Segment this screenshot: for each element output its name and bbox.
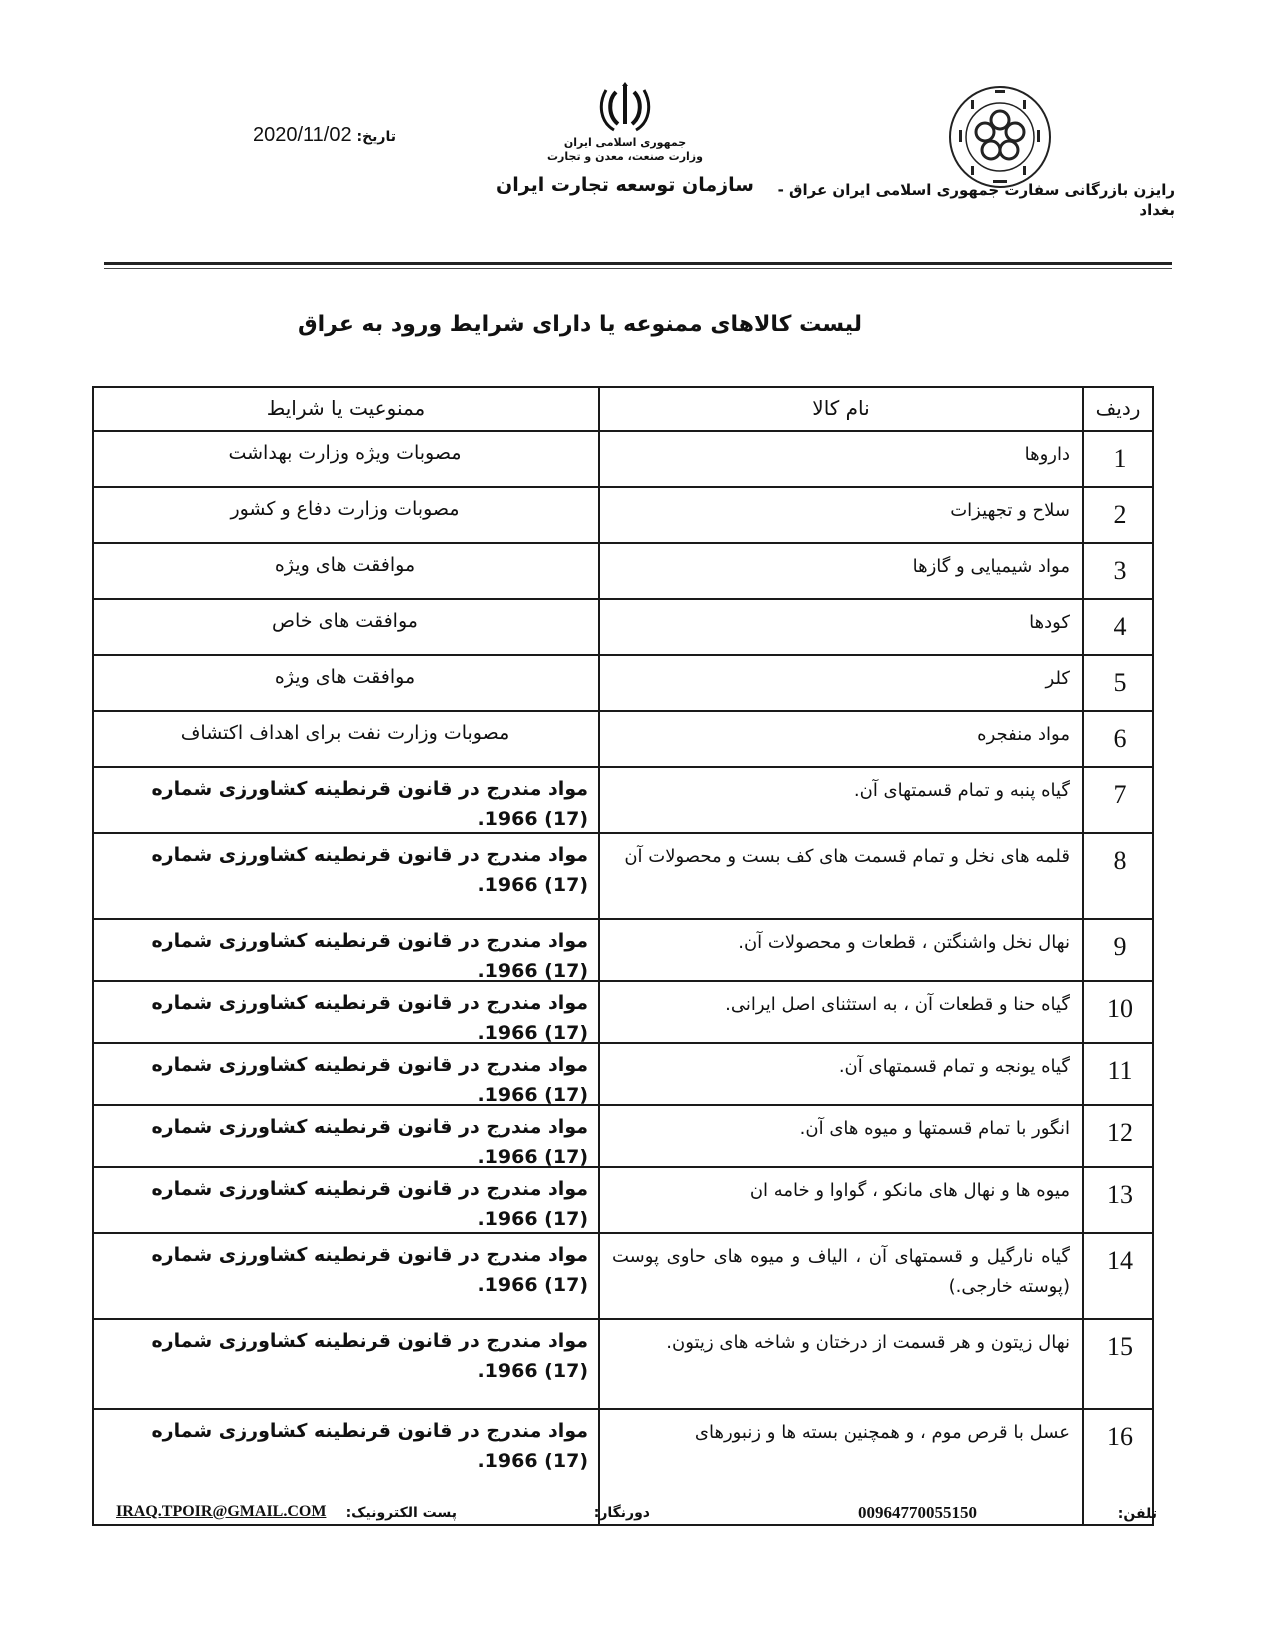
goods-table [92, 386, 1154, 1526]
date-block [196, 124, 396, 147]
header-divider [104, 262, 1172, 265]
goods-name: عسل با قرص موم ، و همچنین بسته ها و زنبورهای [694, 1422, 1070, 1443]
phone-value: 00964770055150 [858, 1503, 977, 1522]
document-title: لیست کالاهای ممنوعه یا دارای شرایط ورود به عراق [297, 312, 863, 337]
fax-label: دورنگار: [593, 1505, 650, 1521]
goods-name: گیاه پنبه و تمام قسمتهای آن. [853, 780, 1070, 801]
row-number: 13 [1107, 1180, 1133, 1209]
condition-text: موافقت های خاص [272, 610, 418, 632]
table-row [94, 1318, 1152, 1410]
row-number: 15 [1107, 1332, 1133, 1361]
ministry-block [495, 136, 755, 164]
condition-text: مواد مندرج در قانون قرنطینه کشاورزی شماره (17) 1966. [151, 1054, 588, 1106]
embassy-title [735, 180, 1175, 220]
goods-name: نهال زیتون و هر قسمت از درختان و شاخه های زیتون. [666, 1332, 1070, 1353]
embassy-text: رایزن بازرگانی سفارت جمهوری اسلامی ایران عراق - [777, 181, 1175, 199]
email-value: IRAQ.TPOIR@GMAIL.COM [116, 1503, 327, 1520]
row-number: 16 [1107, 1422, 1133, 1451]
condition-text: موافقت های ویژه [274, 666, 416, 688]
condition-text: مواد مندرج در قانون قرنطینه کشاورزی شماره (17) 1966. [151, 1330, 588, 1382]
republic-line: جمهوری اسلامی ایران [563, 136, 687, 149]
table-row [94, 766, 1152, 834]
row-number: 8 [1113, 846, 1127, 875]
goods-name: قلمه های نخل و تمام قسمت های کف بست و محصولات آن [624, 846, 1070, 867]
condition-text: مواد مندرج در قانون قرنطینه کشاورزی شماره (17) 1966. [151, 930, 588, 982]
goods-name: سلاح و تجهیزات [950, 500, 1070, 521]
goods-name: گیاه یونجه و تمام قسمتهای آن. [838, 1056, 1070, 1077]
table-row [94, 598, 1152, 656]
table-row [94, 980, 1152, 1044]
row-number: 6 [1113, 724, 1127, 753]
goods-name: نهال نخل واشنگتن ، قطعات و محصولات آن. [738, 932, 1070, 953]
row-number: 7 [1113, 780, 1127, 809]
header-divider-thin [104, 268, 1172, 269]
condition-text: مواد مندرج در قانون قرنطینه کشاورزی شماره (17) 1966. [151, 778, 588, 830]
row-number: 9 [1113, 932, 1127, 961]
table-row [94, 1408, 1152, 1542]
goods-name: کودها [1029, 612, 1070, 633]
goods-name: گیاه نارگیل و قسمتهای آن ، الیاف و میوه های حاوی پوست (پوسته خارجی.) [612, 1246, 1070, 1297]
row-number: 12 [1107, 1118, 1133, 1147]
row-number: 3 [1113, 556, 1127, 585]
goods-name: مواد منفجره [977, 724, 1070, 745]
tpo-seal-icon [945, 82, 1055, 192]
condition-text: مواد مندرج در قانون قرنطینه کشاورزی شماره (17) 1966. [151, 1420, 588, 1472]
goods-name: داروها [1024, 444, 1070, 465]
row-number: 1 [1113, 444, 1127, 473]
row-number: 14 [1107, 1246, 1133, 1275]
email-label: پست الکترونیک: [345, 1505, 457, 1521]
row-number: 11 [1107, 1056, 1133, 1085]
table-row [94, 832, 1152, 920]
condition-text: مصوبات وزارت نفت برای اهداف اکتشاف [180, 722, 510, 744]
goods-name: کلر [1045, 668, 1070, 689]
table-row [94, 918, 1152, 982]
condition-text: مصوبات وزارت دفاع و کشور [230, 498, 460, 520]
goods-name: گیاه حنا و قطعات آن ، به استثنای اصل ایرانی. [725, 994, 1070, 1015]
table-row [94, 710, 1152, 768]
iran-emblem-icon [598, 82, 652, 136]
condition-text: مواد مندرج در قانون قرنطینه کشاورزی شماره (17) 1966. [151, 844, 588, 896]
table-row [94, 1042, 1152, 1106]
condition-text: موافقت های ویژه [274, 554, 416, 576]
table-row [94, 542, 1152, 600]
table-row [94, 430, 1152, 488]
table-row [94, 1232, 1152, 1320]
date-value: 2020/11/02 [252, 124, 352, 146]
condition-text: مواد مندرج در قانون قرنطینه کشاورزی شماره (17) 1966. [151, 992, 588, 1044]
table-row [94, 1104, 1152, 1168]
embassy-city: بغداد [1139, 201, 1175, 219]
row-number: 10 [1107, 994, 1133, 1023]
org-name: سازمان توسعه تجارت ایران [496, 174, 754, 196]
date-label: تاریخ: [356, 129, 396, 145]
row-number: 4 [1113, 612, 1127, 641]
condition-text: مواد مندرج در قانون قرنطینه کشاورزی شماره (17) 1966. [151, 1178, 588, 1230]
goods-name: مواد شیمیایی و گازها [912, 556, 1070, 577]
condition-text: مواد مندرج در قانون قرنطینه کشاورزی شماره (17) 1966. [151, 1116, 588, 1168]
goods-name: انگور با تمام قسمتها و میوه های آن. [799, 1118, 1070, 1139]
ministry-line: وزارت صنعت، معدن و تجارت [547, 150, 703, 163]
goods-name: میوه ها و نهال های مانکو ، گواوا و خامه ان [749, 1180, 1070, 1201]
condition-text: مصوبات ویژه وزارت بهداشت [228, 442, 462, 464]
header-num: ردیف [1095, 396, 1141, 420]
row-number: 5 [1113, 668, 1127, 697]
table-row [94, 486, 1152, 544]
row-number: 2 [1113, 500, 1127, 529]
condition-text: مواد مندرج در قانون قرنطینه کشاورزی شماره (17) 1966. [151, 1244, 588, 1296]
table-row [94, 654, 1152, 712]
table-row [94, 1166, 1152, 1234]
phone-label: تلفن: [1117, 1506, 1157, 1522]
header-name: نام کالا [812, 396, 870, 420]
header-cond: ممنوعیت یا شرایط [266, 396, 426, 420]
